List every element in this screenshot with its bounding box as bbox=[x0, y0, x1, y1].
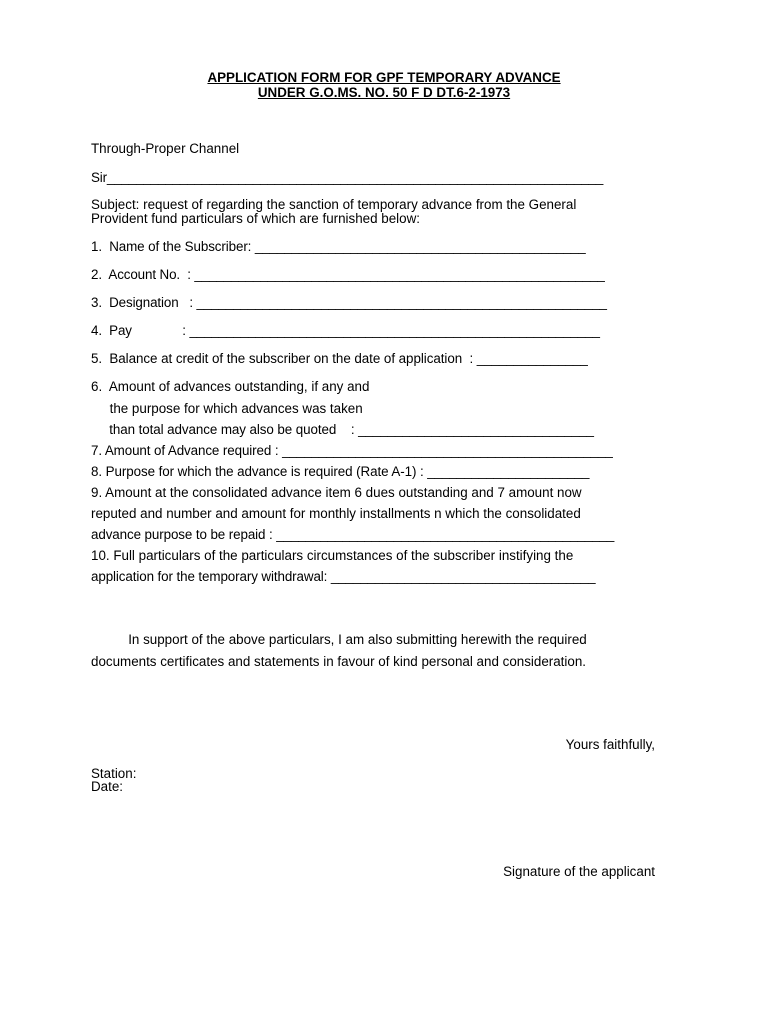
signature-of-applicant: Signature of the applicant bbox=[503, 864, 655, 879]
item-9-line-2: reputed and number and amount for monthly installments n which the consolidated bbox=[91, 506, 581, 521]
item-6-line-1: 6. Amount of advances outstanding, if any and bbox=[91, 379, 370, 394]
salutation-line: Sir____________________________________________________________________ bbox=[91, 170, 604, 185]
item-9-line-3: advance purpose to be repaid : ______________________________________________ bbox=[91, 527, 615, 542]
date-label: Date: bbox=[91, 779, 124, 794]
support-paragraph-line-2: documents certificates and statements in favour of kind personal and consideration. bbox=[91, 654, 586, 669]
item-4-pay: 4. Pay : ________________________________________________________ bbox=[91, 323, 600, 338]
form-title-line-2: UNDER G.O.MS. NO. 50 F D DT.6-2-1973 bbox=[257, 85, 511, 100]
item-6-line-2: the purpose for which advances was taken bbox=[91, 401, 363, 416]
form-title-line-1: APPLICATION FORM FOR GPF TEMPORARY ADVANCE bbox=[207, 70, 561, 85]
through-channel: Through-Proper Channel bbox=[91, 141, 240, 156]
item-5-balance: 5. Balance at credit of the subscriber on the date of application : _______________ bbox=[91, 351, 588, 366]
item-8-purpose: 8. Purpose for which the advance is required (Rate A-1) : ______________________ bbox=[91, 464, 590, 479]
closing-yours-faithfully: Yours faithfully, bbox=[565, 737, 655, 752]
item-10-line-1: 10. Full particulars of the particulars circumstances of the subscriber instifying the bbox=[91, 548, 574, 563]
subject-line-2: Provident fund particulars of which are furnished below: bbox=[91, 211, 420, 226]
item-2-account-no: 2. Account No. : ________________________________________________________ bbox=[91, 267, 605, 282]
station-label: Station: bbox=[91, 766, 137, 781]
item-10-line-2: application for the temporary withdrawal: ____________________________________ bbox=[91, 569, 596, 584]
item-3-designation: 3. Designation : ________________________________________________________ bbox=[91, 295, 607, 310]
item-9-line-1: 9. Amount at the consolidated advance item 6 dues outstanding and 7 amount now bbox=[91, 485, 582, 500]
item-7-amount-required: 7. Amount of Advance required : _____________________________________________ bbox=[91, 443, 613, 458]
subject-line-1: Subject: request of regarding the sanction of temporary advance from the General bbox=[91, 197, 577, 212]
item-6-line-3: than total advance may also be quoted : ________________________________ bbox=[91, 422, 594, 437]
item-1-subscriber-name: 1. Name of the Subscriber: _____________________________________________ bbox=[91, 239, 586, 254]
support-paragraph-line-1: In support of the above particulars, I am also submitting herewith the required bbox=[91, 632, 587, 647]
